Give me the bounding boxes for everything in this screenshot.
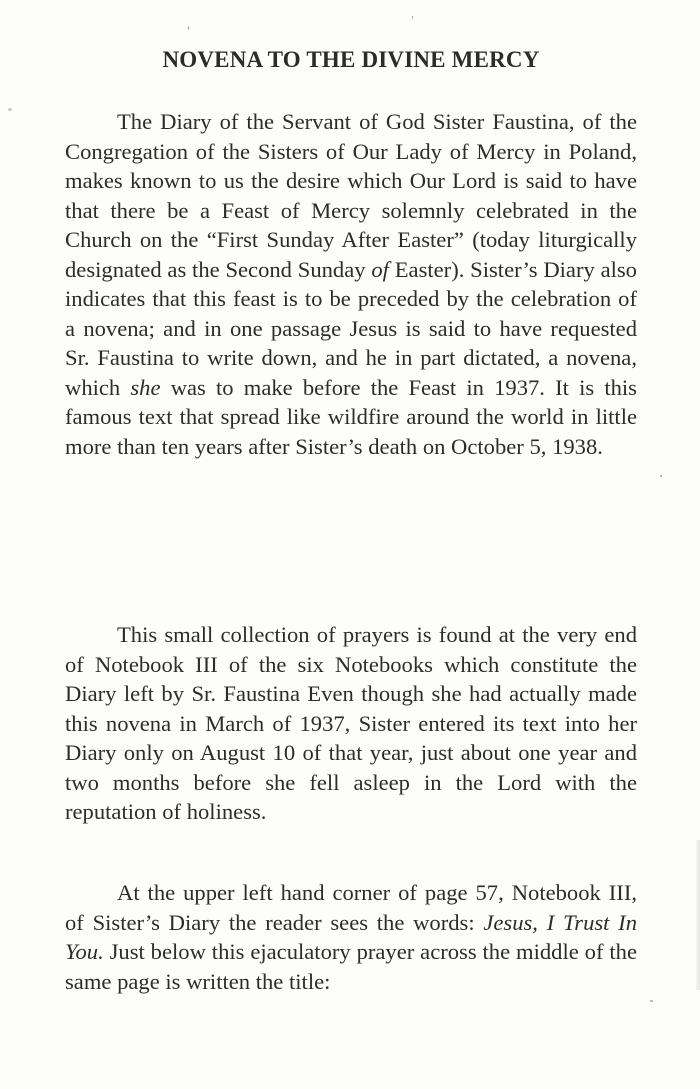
paragraph-text: At the upper left hand corner of page 57, Notebook III, of Sister’s Diary the reader sees the words: — [65, 880, 637, 935]
scan-edge-shadow — [696, 840, 700, 990]
document-title: NOVENA TO THE DIVINE MERCY — [162, 47, 540, 72]
scan-speck — [650, 1000, 653, 1002]
scan-speck — [188, 26, 189, 30]
scan-speck — [660, 475, 662, 477]
paragraph-text: was to make before the Feast in 1937. It is this famous text that spread like wildfire around the world in little more than ten years after Sister’s death on October 5, 1938. — [65, 374, 637, 460]
paragraph-text-italic: of — [371, 256, 389, 282]
scan-speck — [412, 16, 413, 19]
paragraph-text: This small collection of prayers is found at the very end of Notebook III of the six Notebooks which constitute the Diary left by Sr. Faustina Even though she had actually made this novena in March of 1937, Sister entered its text into her Diary only on August 10 of that year, just about one year and two months before she fell asleep in the Lord with the reputation of holiness. — [65, 622, 637, 825]
paragraph-text-italic: Jesus, I Trust In You. — [65, 909, 637, 965]
paragraph-notebook — [65, 878, 637, 996]
paragraph-collection — [65, 620, 637, 827]
paragraph-text: Easter). Sister’s Diary also indicates that this feast is to be preceded by the celebration of a novena; and in one passage Jesus is said to have requested Sr. Faustina to write down, and he in part dictated, a novena, which — [65, 256, 637, 400]
scan-speck — [8, 108, 12, 111]
paragraph-text: Just below this ejaculatory prayer across the middle of the same page is written the title: — [65, 939, 637, 994]
paragraph-text: The Diary of the Servant of God Sister Faustina, of the Congregation of the Sisters of Our Lady of Mercy in Poland, makes known to us the desire which Our Lord is said to have that there be a Feast of Mercy solemnly celebrated in the Church on the “First Sunday After Easter” (today liturgically designated as the Second Sunday — [65, 109, 637, 282]
paragraph-text-italic: she — [130, 374, 161, 400]
paragraph-introduction — [65, 107, 637, 462]
